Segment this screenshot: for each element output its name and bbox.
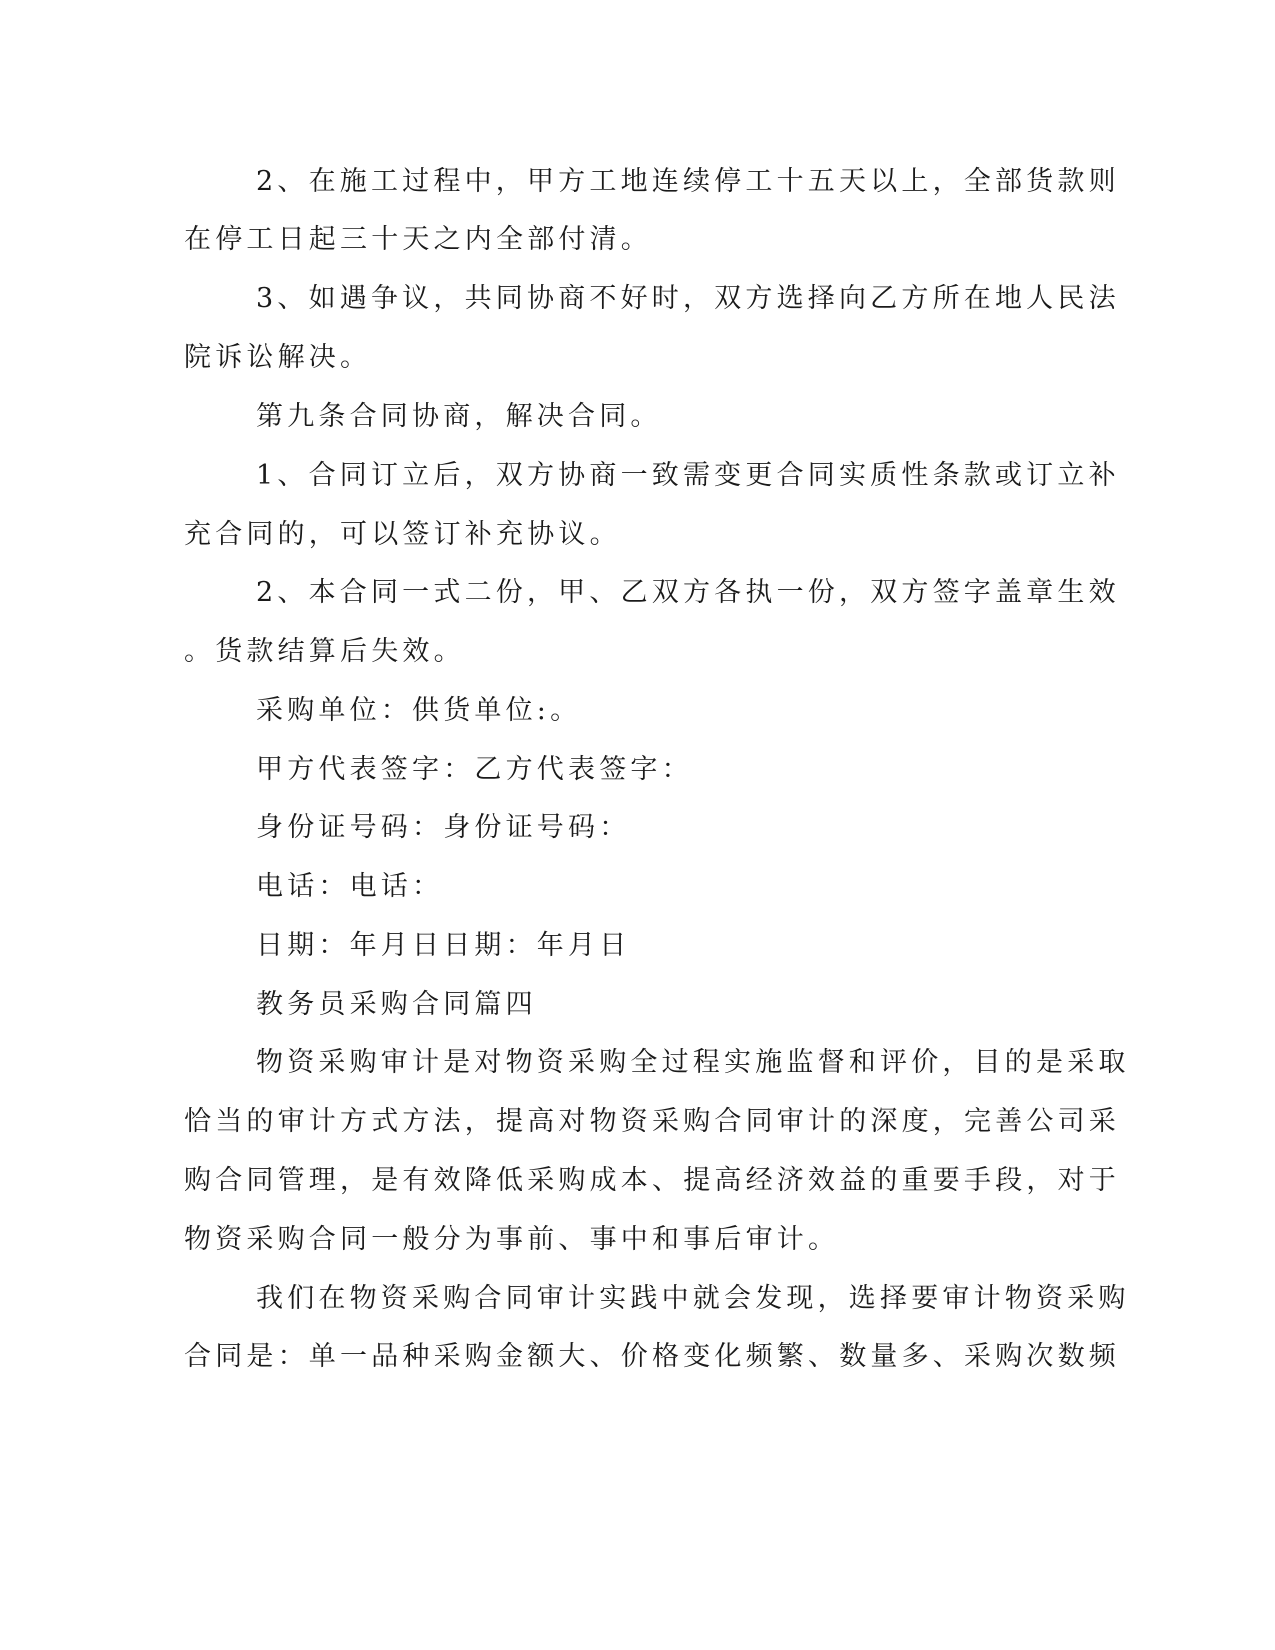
clause-9-2-line-1: 2、本合同一式二份，甲、乙双方各执一份，双方签字盖章生效	[256, 577, 1120, 608]
signature-date-line: 日期：年月日日期：年月日	[256, 930, 631, 961]
clause-9-1-line-2: 充合同的，可以签订补充协议。	[184, 519, 621, 550]
article-9-heading: 第九条合同协商，解决合同。	[256, 401, 662, 432]
paragraph-2-line-1: 我们在物资采购合同审计实践中就会发现，选择要审计物资采购	[256, 1283, 1130, 1314]
signature-id-numbers-line: 身份证号码：身份证号码：	[256, 812, 631, 843]
clause-8-3-line-1: 3、如遇争议，共同协商不好时，双方选择向乙方所在地人民法	[256, 283, 1120, 314]
paragraph-1-line-1: 物资采购审计是对物资采购全过程实施监督和评价，目的是采取	[256, 1047, 1130, 1078]
paragraph-2-line-2: 合同是：单一品种采购金额大、价格变化频繁、数量多、采购次数频	[184, 1341, 1120, 1372]
signature-phone-line: 电话：电话：	[256, 871, 444, 902]
clause-8-2-line-1: 2、在施工过程中，甲方工地连续停工十五天以上，全部货款则	[256, 166, 1120, 197]
paragraph-1-line-4: 物资采购合同一般分为事前、事中和事后审计。	[184, 1224, 840, 1255]
section-heading-part-four: 教务员采购合同篇四	[256, 989, 537, 1020]
signature-representatives-line: 甲方代表签字：乙方代表签字：	[256, 754, 693, 785]
clause-9-1-line-1: 1、合同订立后，双方协商一致需变更合同实质性条款或订立补	[256, 460, 1120, 491]
paragraph-1-line-3: 购合同管理，是有效降低采购成本、提高经济效益的重要手段，对于	[184, 1165, 1120, 1196]
clause-8-3-line-2: 院诉讼解决。	[184, 342, 372, 373]
signature-units-line: 采购单位：供货单位:。	[256, 695, 582, 726]
clause-8-2-line-2: 在停工日起三十天之内全部付清。	[184, 224, 652, 255]
paragraph-1-line-2: 恰当的审计方式方法，提高对物资采购合同审计的深度，完善公司采	[184, 1106, 1120, 1137]
clause-9-2-line-2: 。货款结算后失效。	[184, 636, 465, 667]
